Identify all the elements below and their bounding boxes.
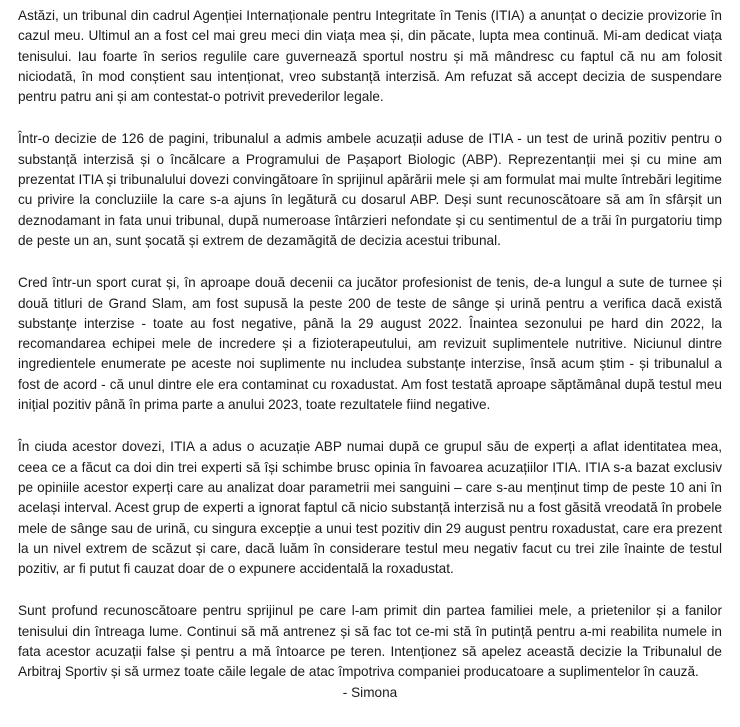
signature: - Simona	[342, 685, 398, 700]
paragraph-2: Într-o decizie de 126 de pagini, tribunalul a admis ambele acuzații aduse de ITIA - un test de urină pozitiv pentru o substanță interzisă și o încălcare a Programului de Pașaport Biologic (ABP). Reprezentanții mei și cu mine am prezentat ITIA și tribunalului dovezi convingătoare în sprijinul apărării mele și am formulat mai multe întrebări legitime cu privire la concluziile la care s-a ajuns în legătură cu dosarul ABP. Deși sunt recunoscătoare să am în sfârșit un deznodamant in fata unui tribunal, după numeroase întârzieri nefondate și cu sentimentul de a trăi în purgatoriu timp de peste un an, sunt șocată și extrem de dezamăgită de decizia acestui tribunal.	[18, 131, 722, 248]
paragraph-5: Sunt profund recunoscătoare pentru sprijinul pe care l-am primit din partea familiei mele, a prietenilor și a fanilor tenisului din întreaga lume. Continui să mă antrenez și să fac tot ce-mi stă în putință pentru a-mi reabilita numele in fata acestor acuzații false și pentru a mă întoarce pe teren. Intenționez să apelez această decizie la Tribunalul de Arbitraj Sportiv și să urmez toate căile legale de atac împotriva companiei producatoare a suplimentelor în cauză.	[18, 603, 722, 680]
paragraph-3: Cred într-un sport curat și, în aproape două decenii ca jucător profesionist de tenis, de-a lungul a sute de turnee și două titluri de Grand Slam, am fost supusă la peste 200 de teste de sânge și urină pentru a verifica dacă există substanțe interzise - toate au fost negative, până la 29 august 2022. Înaintea sezonului pe hard din 2022, la recomandarea echipei mele de incredere și a fizioterapeutului, am revizuit suplimentele nutritive. Niciunul dintre ingredientele enumerate pe aceste noi suplimente nu includea substanțe interzise, însă acum știm - și tribunalul a fost de acord - că unul dintre ele era contaminat cu roxadustat. Am fost testată aproape săptămânal după testul meu inițial pozitiv până în prima parte a anului 2023, toate rezultatele fiind negative.	[18, 275, 722, 413]
paragraph-4: În ciuda acestor dovezi, ITIA a adus o acuzație ABP numai după ce grupul său de experți a aflat identitatea mea, ceea ce a făcut ca doi din trei experti să își schimbe brusc opinia în favoarea acuzațiilor ITIA. ITIA s-a bazat exclusiv pe opiniile acestor experți care au analizat doar parametrii mei sanguini – care s-au menținut timp de peste 10 ani în același interval. Acest grup de experti a ignorat faptul că nicio substanță interzisă nu a fost găsită vreodată în probele mele de sânge sau de urină, cu singura excepție a unui test pozitiv din 29 august pentru roxadustat, care era prezent la un nivel extrem de scăzut și care, dacă luăm în considerare testul meu negativ facut cu trei zile înainte de testul pozitiv, ar fi putut fi cauzat doar de o expunere accidentală la roxadustat.	[18, 439, 722, 577]
paragraph-1: Astăzi, un tribunal din cadrul Agenției Internaționale pentru Integritate în Tenis (ITIA) a anunțat o decizie provizorie în cazul meu. Ultimul an a fost cel mai greu meci din viața mea și, din păcate, lupta mea continuă. Mi-am dedicat viața tenisului. Iau foarte în serios regulile care guvernează sportul nostru și mă mândresc cu faptul că nu am folosit niciodată, în mod conștient sau intenționat, vreo substanță interzisă. Am refuzat să accept decizia de suspendare pentru patru ani și am contestat-o potrivit prevederilor legale.	[18, 8, 722, 105]
statement-body	[18, 6, 722, 705]
